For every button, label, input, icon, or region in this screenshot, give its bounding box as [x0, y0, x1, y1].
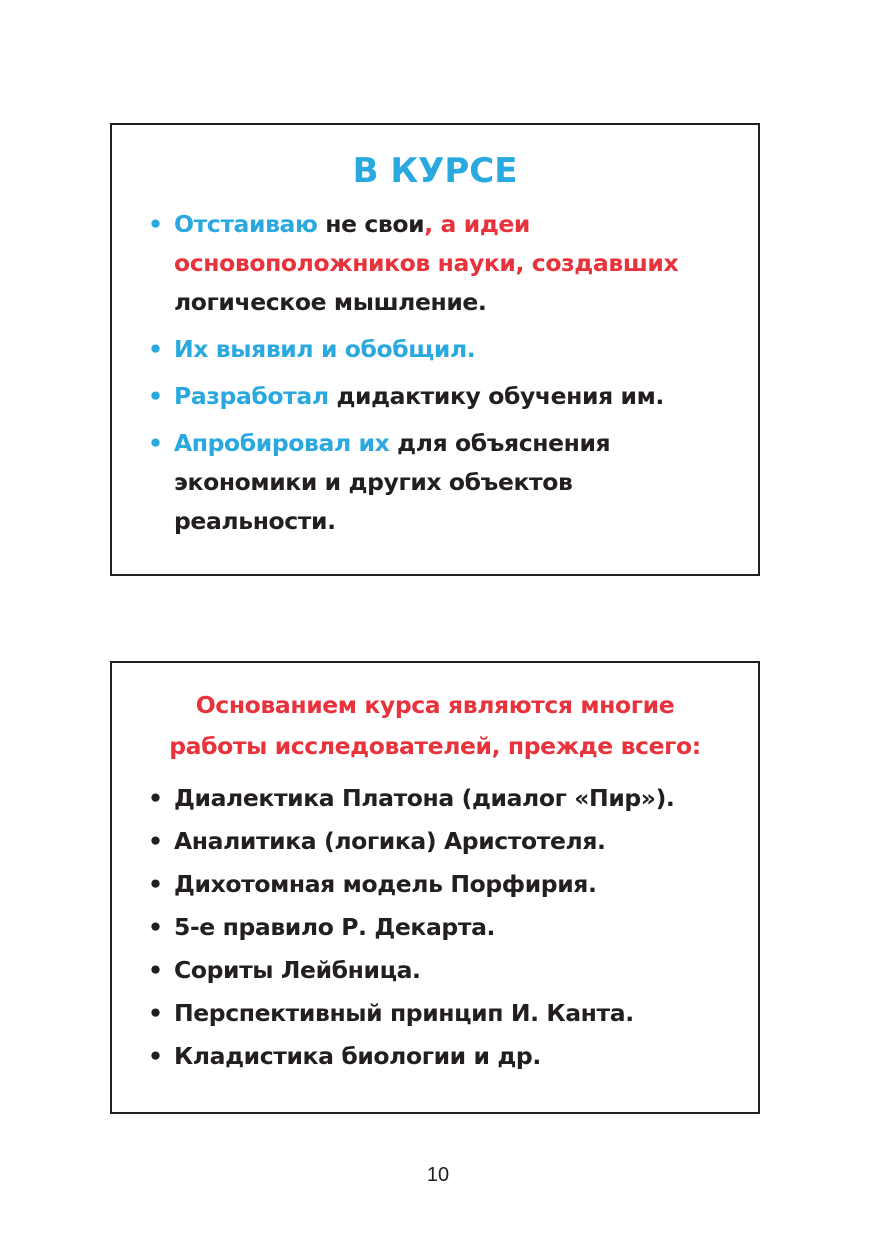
list-item — [112, 205, 758, 322]
item-text: 5-е правило Р. Декарта. — [174, 913, 496, 941]
text-span: Отстаиваю — [174, 210, 318, 238]
bullet-icon: • — [148, 870, 163, 898]
text-span: для объяснения экономики и других объектов реальности. — [174, 429, 611, 535]
bullet-icon: • — [148, 382, 163, 410]
text-span: , а идеи основоположников науки, создавших — [174, 210, 679, 277]
bullet-icon: • — [148, 784, 163, 812]
title-line: Основанием курса являются многие — [195, 691, 675, 719]
slide-title — [112, 685, 758, 767]
text-span: логическое мышление. — [174, 288, 487, 316]
item-text: Дихотомная модель Порфирия. — [174, 870, 597, 898]
bullet-list — [112, 777, 758, 1078]
text-span: дидактику обучения им. — [328, 382, 664, 410]
text-span: не свои — [317, 210, 425, 238]
slide-in-course — [110, 123, 760, 576]
bullet-icon: • — [148, 1042, 163, 1070]
bullet-list — [112, 205, 758, 541]
list-item — [112, 949, 758, 992]
list-item — [112, 377, 758, 416]
item-text: Аналитика (логика) Аристотеля. — [174, 827, 606, 855]
bullet-icon: • — [148, 210, 163, 238]
list-item — [112, 820, 758, 863]
title-line: работы исследователей, прежде всего: — [169, 732, 701, 760]
bullet-icon: • — [148, 429, 163, 457]
slide-course-foundations — [110, 661, 760, 1114]
list-item — [112, 906, 758, 949]
item-text: Сориты Лейбница. — [174, 956, 421, 984]
list-item — [112, 777, 758, 820]
list-item — [112, 863, 758, 906]
text-span: Апробировал их — [174, 429, 390, 457]
list-item — [112, 424, 758, 541]
text-span: Разработал — [174, 382, 329, 410]
list-item — [112, 330, 758, 369]
item-text: Кладистика биологии и др. — [174, 1042, 541, 1070]
bullet-icon: • — [148, 827, 163, 855]
bullet-icon: • — [148, 956, 163, 984]
bullet-icon: • — [148, 999, 163, 1027]
item-text: Диалектика Платона (диалог «Пир»). — [174, 784, 675, 812]
text-span: Их выявил и обобщил. — [174, 335, 476, 363]
slide-title: В КУРСЕ — [352, 151, 518, 191]
bullet-icon: • — [148, 335, 163, 363]
list-item — [112, 992, 758, 1035]
page-number: 10 — [426, 1164, 450, 1186]
bullet-icon: • — [148, 913, 163, 941]
list-item — [112, 1035, 758, 1078]
item-text: Перспективный принцип И. Канта. — [174, 999, 634, 1027]
